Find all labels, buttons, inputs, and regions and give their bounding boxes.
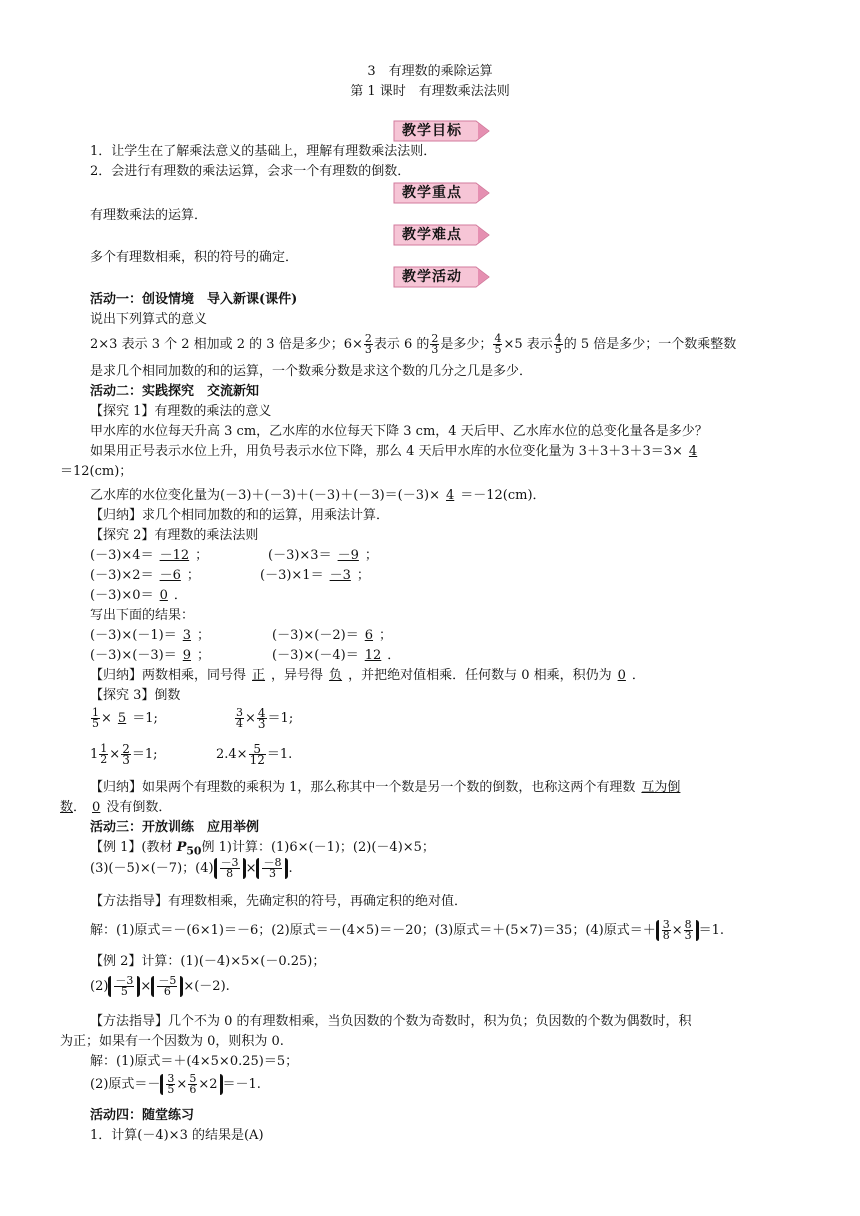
- activity1-line1: 2×3 表示 3 个 2 相加或 2 的 3 倍是多少；6× $\frac{2}{3}$ 表示 6 的 $\frac{2}{3}$ 是多少； $\frac{4}{5}$ ×5 表示 $\frac{4}{5}$ 的 5 倍是多少；一个数乘整数: [90, 332, 737, 356]
- example1-part4: (3)(－5)×(－7)；(4) $\frac{-3}{8}$ × $\frac{-8}{3}$ .: [90, 856, 293, 880]
- lesson-title: 3 有理数的乘除运算: [367, 64, 493, 79]
- explore1-answer3: 乙水库的水位变化量为(－3)＋(－3)＋(－3)＋(－3)＝(－3)× 4 ＝－12(cm)．: [90, 488, 546, 503]
- e2-item-2: (－3)×3＝ －9 ；: [268, 548, 378, 563]
- activity1-line2: 是求几个相同加数的和的运算，一个数乘分数是求这个数的几分之几是多少．: [90, 364, 533, 379]
- activity4-heading: 活动四：随堂练习: [90, 1108, 195, 1123]
- e2-item-3: (－3)×2＝ －6 ；: [90, 568, 200, 583]
- e3-item-1: (－3)×(－1)＝ 3 ；: [90, 628, 211, 643]
- difficulty-text: 多个有理数相乘，积的符号的确定．: [90, 250, 299, 265]
- key-points-badge: 教学重点: [392, 182, 488, 204]
- activities-badge: 教学活动: [392, 266, 488, 288]
- explore1-title: 【探究 1】有理数的乘法的意义: [90, 404, 272, 419]
- key-point-text: 有理数乘法的运算．: [90, 208, 208, 223]
- example2: 【例 2】计算：(1)(－4)×5×(－0.25)；: [90, 954, 326, 969]
- explore1-answer2: ＝12(cm)；: [60, 464, 133, 479]
- activity1-heading: 活动一：创设情境 导入新课(课件): [90, 292, 298, 307]
- method2: 【方法指导】几个不为 0 的有理数相乘，当负因数的个数为奇数时，积为负；负因数的个数为偶数时，积: [90, 1014, 692, 1029]
- practice-q1: 1．计算(－4)×3 的结果是(A): [90, 1128, 264, 1143]
- solution2b: (2)原式＝－ $\frac{3}{5}$ × $\frac{5}{6}$ ×2 ＝－1.: [90, 1072, 261, 1096]
- write-results: 写出下面的结果：: [90, 608, 195, 623]
- solution2a: 解：(1)原式＝＋(4×5×0.25)＝5；: [90, 1054, 299, 1069]
- e3-item-2: (－3)×(－2)＝ 6 ；: [272, 628, 393, 643]
- reciprocal-1: $\frac{1}{5}$ × 5 ＝1;: [92, 706, 158, 730]
- summary1: 【归纳】求几个相同加数的和的运算，用乘法计算．: [90, 508, 390, 523]
- explore1-answer1: 如果用正号表示水位上升，用负号表示水位下降，那么 4 天后甲水库的水位变化量为 3＋3＋3＋3＝3× 4: [90, 444, 698, 459]
- example1: 【例 1】(教材 $P_{50}$例 1)计算：(1)6×(－1)；(2)(－4)×5；: [90, 840, 435, 858]
- lesson-subtitle: 第 1 课时 有理数乘法法则: [350, 84, 510, 99]
- explore1-question: 甲水库的水位每天升高 3 cm，乙水库的水位每天下降 3 cm，4 天后甲、乙水库水位的总变化量各是多少？: [90, 424, 708, 439]
- objectives-badge: 教学目标: [392, 120, 488, 142]
- objective-1: 1．让学生在了解乘法意义的基础上，理解有理数乘法法则．: [90, 144, 437, 159]
- objective-2: 2．会进行有理数的乘法运算，会求一个有理数的倒数．: [90, 164, 411, 179]
- summary3: 【归纳】如果两个有理数的乘积为 1，那么称其中一个数是另一个数的倒数，也称这两个有理数 互为倒: [90, 780, 681, 795]
- method1: 【方法指导】有理数相乘，先确定积的符号，再确定积的绝对值．: [90, 894, 468, 909]
- activity3-heading: 活动三：开放训练 应用举例: [90, 820, 260, 835]
- e2-item-5: (－3)×0＝ 0 ．: [90, 588, 187, 603]
- solution1: 解：(1)原式＝－(6×1)＝－6；(2)原式＝－(4×5)＝－20；(3)原式＝＋(5×7)＝35；(4)原式＝＋ $\frac{3}{8}$ × $\frac{8}{3}$ ＝1.: [90, 918, 725, 942]
- e3-item-3: (－3)×(－3)＝ 9 ；: [90, 648, 211, 663]
- method2-cont: 为正；如果有一个因数为 0，则积为 0.: [60, 1034, 284, 1049]
- reciprocal-4: 2.4× $\frac{5}{12}$ ＝1.: [216, 742, 293, 767]
- difficulties-badge: 教学难点: [392, 224, 488, 246]
- summary2: 【归纳】两数相乘，同号得 正 ，异号得 负 ，并把绝对值相乘．任何数与 0 相乘，积仍为 0 ．: [90, 668, 645, 683]
- activity2-heading: 活动二：实践探究 交流新知: [90, 384, 260, 399]
- explore3-title: 【探究 3】倒数: [90, 688, 181, 703]
- e2-item-4: (－3)×1＝ －3 ；: [260, 568, 370, 583]
- activity1-intro: 说出下列算式的意义: [90, 312, 208, 327]
- reciprocal-2: $\frac{3}{4}$ × $\frac{4}{3}$ ＝1;: [236, 706, 294, 731]
- e3-item-4: (－3)×(－4)＝ 12 ．: [272, 648, 401, 663]
- summary3-cont: 数． 0 没有倒数．: [60, 800, 172, 815]
- explore2-title: 【探究 2】有理数的乘法法则: [90, 528, 259, 543]
- reciprocal-3: 1 $\frac{1}{2}$ × $\frac{2}{3}$ ＝1;: [90, 742, 158, 767]
- example2-part2: (2) $\frac{-3}{5}$ × $\frac{-5}{6}$ ×(－2).: [90, 974, 230, 998]
- e2-item-1: (－3)×4＝ －12 ；: [90, 548, 209, 563]
